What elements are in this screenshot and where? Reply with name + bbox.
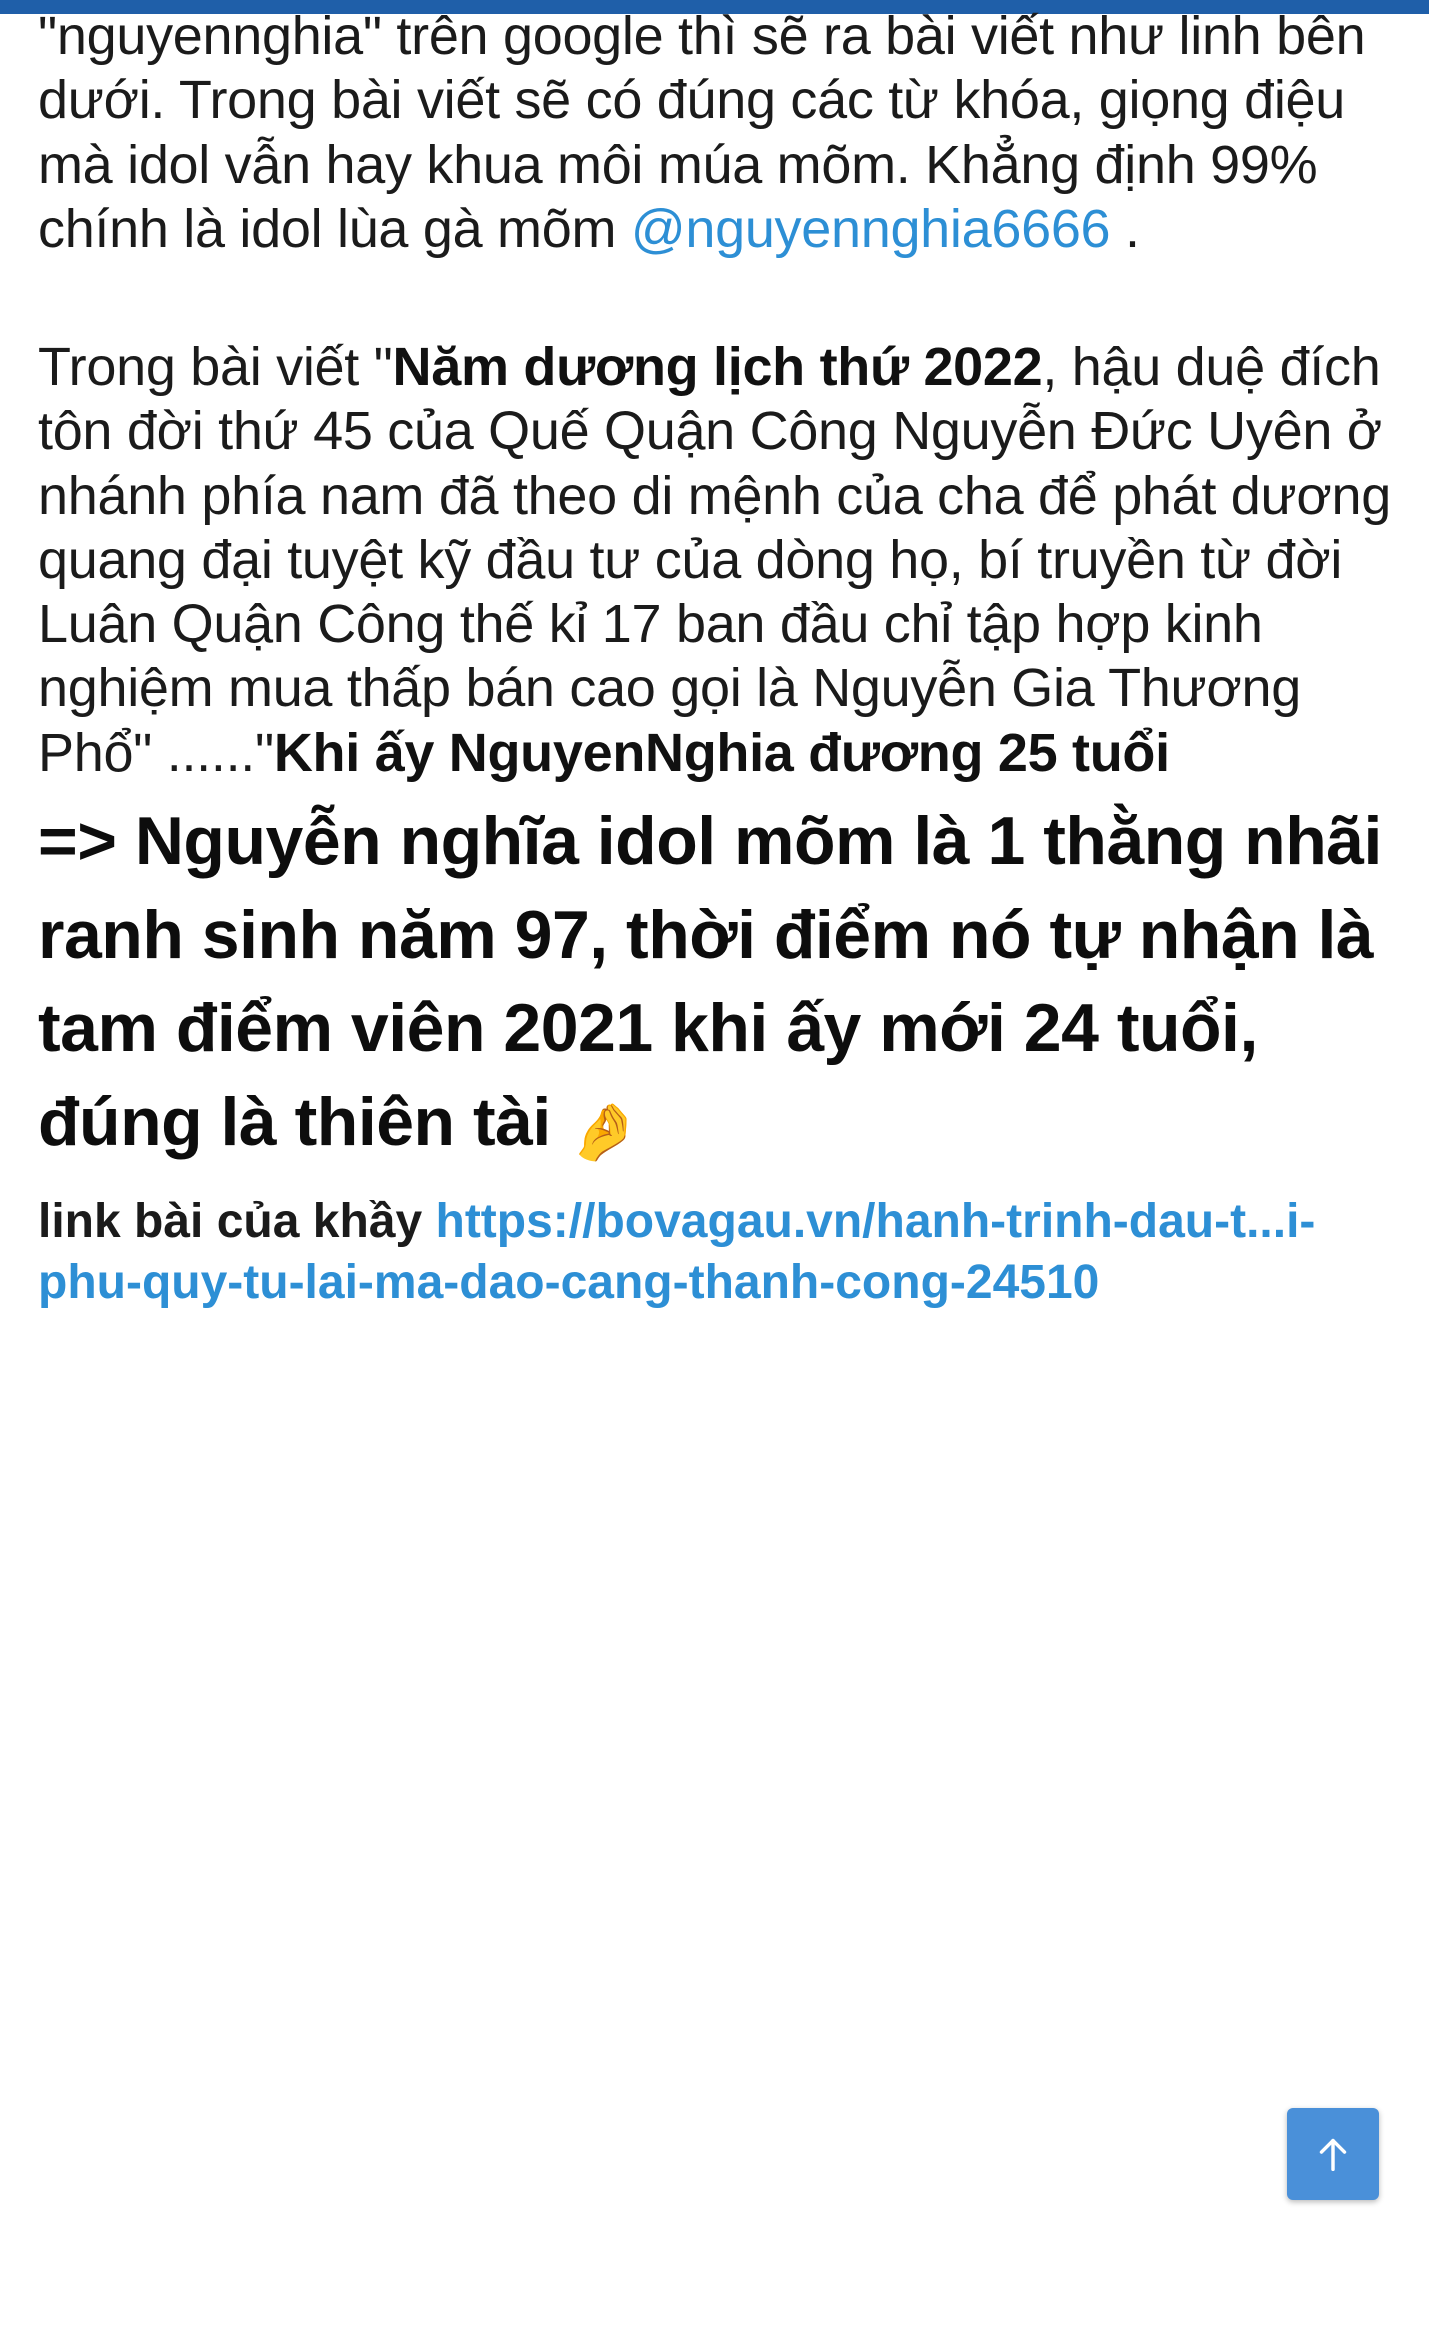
mention-link[interactable]: @nguyennghia6666	[630, 198, 1111, 259]
paragraph-spacer	[38, 261, 1391, 335]
scroll-to-top-button[interactable]	[1287, 2108, 1379, 2200]
pinched-fingers-icon: 🤌	[569, 1100, 639, 1164]
paragraph-intro-suffix: .	[1110, 198, 1140, 259]
source-link-label: link bài của khầy	[38, 1194, 436, 1248]
quote-bold-year: Năm dương lịch thứ 2022	[392, 337, 1043, 397]
arrow-up-icon	[1310, 2131, 1356, 2177]
quote-body: , hậu duệ đích tôn đời thứ 45 của Quế Quận Công Nguyễn Đức Uyên ở nhánh phía nam đã theo di mệnh của cha để phát dương quang đại tuyệt kỹ đầu tư của dòng họ, bí truyền từ đời Luân Quận Công thế kỉ 17 ban đầu chỉ tập hợp kinh nghiệm mua thấp bán cao gọi là Nguyễn Gia Thương Phổ" ......"	[38, 337, 1391, 783]
paragraph-quote	[38, 335, 1391, 785]
quote-prefix: Trong bài viết "	[38, 337, 393, 397]
paragraph-intro-text: "nguyennghia" trên google thì sẽ ra bài viết như linh bên dưới. Trong bài viết sẽ có đúng các từ khóa, giọng điệu mà idol vẫn hay khua môi múa mõm. Khẳng định 99% chính là idol lùa gà mõm	[38, 6, 1366, 259]
conclusion-text: => Nguyễn nghĩa idol mõm là 1 thằng nhãi ranh sinh năm 97, thời điểm nó tự nhận là tam điểm viên 2021 khi ấy mới 24 tuổi, đúng là thiên tài	[38, 802, 1382, 1161]
paragraph-intro	[38, 4, 1391, 261]
source-link-url[interactable]: https://bovagau.vn/hanh-trinh-dau-t...i-phu-quy-tu-lai-ma-dao-cang-thanh-cong-24510	[38, 1194, 1316, 1309]
source-link-line	[38, 1191, 1391, 1314]
paragraph-conclusion	[38, 795, 1391, 1171]
quote-bold-age: Khi ấy NguyenNghia đương 25 tuổi	[273, 722, 1170, 783]
post-content	[0, 6, 1429, 1313]
